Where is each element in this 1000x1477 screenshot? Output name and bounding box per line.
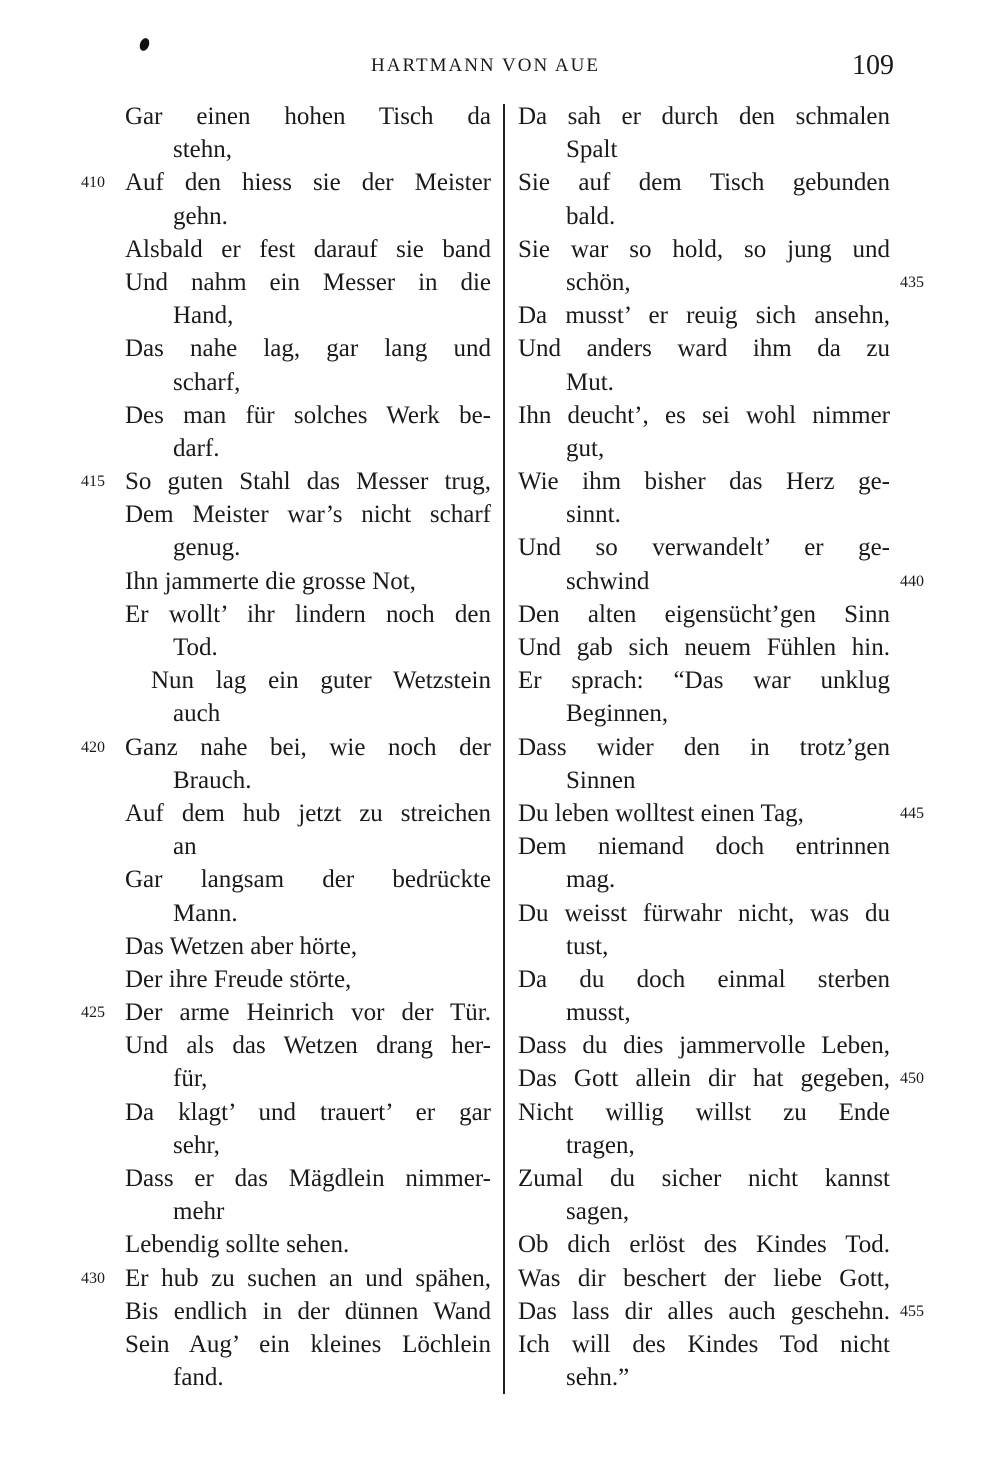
verse-text: tragen, [566,1131,635,1159]
verse-line [125,897,491,930]
verse-text: Und nahm ein Messer in die [125,268,491,296]
verse-line [125,598,491,631]
verse-line [518,963,890,996]
verse-line [518,631,890,664]
verse-line [125,963,491,996]
verse-text: Mut. [566,368,614,396]
verse-line [518,399,890,432]
verse-line [518,1029,890,1062]
verse-text: sagen, [566,1198,630,1226]
verse-text: tust, [566,932,609,960]
column-divider [503,104,505,1394]
verse-line [518,797,924,830]
verse-text: Hand, [173,302,234,330]
verse-line [518,598,890,631]
verse-text: Ihn deucht’, es sei wohl nimmer [518,401,890,429]
verse-line [518,731,890,764]
verse-line [125,1029,491,1062]
verse-line [518,1328,890,1361]
verse-line [125,565,491,598]
line-number: 435 [900,273,924,291]
verse-text: Zumal du sicher nicht kannst [518,1165,890,1192]
verse-text: Ganz nahe bei, wie noch der [125,733,491,761]
verse-text: Das lass dir alles auch geschehn. [518,1297,890,1325]
verse-line [125,664,491,697]
line-number: 430 [81,1269,105,1287]
verse-line [125,863,491,896]
right-column [518,100,924,1394]
verse-text: Dass er das Mägdlein nimmer- [125,1165,491,1192]
verse-text: Alsbald er fest darauf sie band [125,235,491,263]
verse-line [518,697,890,730]
verse-line [518,233,890,266]
verse-text: auch [173,700,221,728]
verse-text: Das nahe lag, gar lang und [125,335,491,363]
verse-line [518,897,890,930]
left-column [81,100,491,1394]
verse-text: mag. [566,866,616,894]
verse-text: sehn.” [566,1364,630,1392]
verse-line [518,664,890,697]
verse-line [518,1361,890,1394]
verse-text: Nun lag ein guter Wetzstein [151,667,491,695]
verse-text: Und gab sich neuem Fühlen hin. [518,634,890,661]
verse-text: darf. [173,434,220,462]
verse-text: Bis endlich in der dünnen Wand [125,1297,491,1325]
verse-line [125,1162,491,1195]
verse-line [125,399,491,432]
verse-text: gehn. [173,202,228,230]
verse-text: an [173,833,197,861]
verse-line [125,930,491,963]
verse-line [518,366,890,399]
verse-text: Brauch. [173,766,252,794]
verse-text: Er sprach: “Das war unklug [518,667,890,695]
verse-text: bald. [566,202,616,230]
verse-text: Tod. [173,634,218,661]
verse-line [81,731,491,764]
verse-text: Der arme Heinrich vor der Tür. [125,999,491,1027]
verse-line [125,1228,491,1261]
verse-text: Dem niemand doch entrinnen [518,833,890,861]
verse-text: sinnt. [566,501,621,529]
verse-line [125,1096,491,1129]
verse-line [518,133,890,166]
verse-text: Wie ihm bisher das Herz ge- [518,468,890,496]
verse-line [518,498,890,531]
verse-text: Dem Meister war’s nicht scharf [125,501,491,529]
verse-text: schön, [566,268,631,296]
verse-text: Gar langsam der bedrückte [125,866,491,894]
verse-line [518,1096,890,1129]
line-number: 425 [81,1004,105,1022]
page-number: 109 [852,50,894,81]
line-number: 455 [900,1302,924,1320]
verse-line [125,764,491,797]
verse-line [81,166,491,199]
verse-line [518,830,890,863]
verse-line [81,996,491,1029]
verse-text: genug. [173,534,241,562]
verse-line [125,498,491,531]
verse-text: Was dir beschert der liebe Gott, [518,1264,890,1292]
verse-text: Da du doch einmal sterben [518,965,890,993]
verse-text: Auf den hiess sie der Meister [125,169,491,197]
verse-text: Beginnen, [566,700,669,728]
verse-line [125,1328,491,1361]
verse-line [518,1162,890,1195]
line-number: 420 [81,738,105,756]
verse-line [518,200,890,233]
verse-text: gut, [566,434,605,462]
verse-text: Er hub zu suchen an und spähen, [125,1264,491,1292]
verse-line [518,299,890,332]
verse-line [125,100,491,133]
verse-line [125,366,491,399]
verse-text: Gar einen hohen Tisch da [125,103,491,130]
verse-text: Sinnen [566,766,636,794]
verse-text: Das Gott allein dir hat gegeben, [518,1065,890,1093]
running-title: HARTMANN VON AUE [371,55,600,76]
verse-text: Nicht willig willst zu Ende [518,1098,890,1126]
verse-line [125,133,491,166]
verse-line [81,465,491,498]
verse-text: Sie war so hold, so jung und [518,235,890,263]
verse-line [518,1262,890,1295]
verse-text: Das Wetzen aber hörte, [125,932,358,960]
verse-text: Da klagt’ und trauert’ er gar [125,1098,491,1126]
verse-text: Du leben wolltest einen Tag, [518,799,804,827]
verse-text: Du weisst fürwahr nicht, was du [518,899,890,927]
line-number: 415 [81,473,105,491]
verse-line [518,1295,924,1328]
verse-line [125,1062,491,1095]
verse-line [125,830,491,863]
verse-line [125,432,491,465]
verse-text: Der ihre Freude störte, [125,965,352,993]
verse-text: Mann. [173,899,238,927]
verse-text: scharf, [173,368,241,396]
verse-line [125,1129,491,1162]
verse-line [125,531,491,564]
verse-line [125,299,491,332]
verse-line [518,465,890,498]
verse-text: für, [173,1065,208,1093]
verse-text: Ob dich erlöst des Kindes Tod. [518,1231,890,1259]
verse-line [125,332,491,365]
verse-text: Ihn jammerte die grosse Not, [125,567,416,595]
verse-text: Er wollt’ ihr lindern noch den [125,600,491,628]
verse-line [125,697,491,730]
verse-text: Sein Aug’ ein kleines Löchlein [125,1330,491,1358]
verse-line [125,797,491,830]
verse-text: Und als das Wetzen drang her- [125,1032,491,1060]
verse-text: mehr [173,1198,225,1226]
verse-line [518,930,890,963]
verse-line [518,100,890,133]
verse-text: Spalt [566,136,618,164]
verse-line [518,1129,890,1162]
verse-line [518,1195,890,1228]
verse-text: So guten Stahl das Messer trug, [125,468,491,496]
verse-text: Dass du dies jammervolle Leben, [518,1032,890,1060]
verse-text: Des man für solches Werk be- [125,401,491,429]
verse-text: Ich will des Kindes Tod nicht [518,1330,890,1358]
verse-text: Da musst’ er reuig sich ansehn, [518,302,890,330]
verse-text: stehn, [173,136,233,164]
line-number: 445 [900,804,924,822]
verse-line [125,1295,491,1328]
verse-line [125,266,491,299]
verse-text: musst, [566,999,631,1027]
verse-text: Da sah er durch den schmalen [518,103,890,130]
verse-text: Und anders ward ihm da zu [518,335,890,363]
verse-line [125,200,491,233]
verse-line [518,996,890,1029]
verse-text: Auf dem hub jetzt zu streichen [125,799,491,827]
verse-text: Lebendig sollte sehen. [125,1231,350,1259]
verse-line [125,631,491,664]
verse-line [81,1262,491,1295]
verse-line [518,863,890,896]
verse-line [518,531,890,564]
verse-line [518,266,924,299]
verse-text: Dass wider den in trotz’gen [518,733,890,761]
verse-text: schwind [566,567,650,595]
verse-line [518,764,890,797]
verse-line [518,1228,890,1261]
verse-line [518,166,890,199]
verse-line [518,332,890,365]
verse-line [125,1361,491,1394]
line-number: 410 [81,174,105,192]
verse-line [518,565,924,598]
verse-text: Sie auf dem Tisch gebunden [518,169,890,197]
verse-line [125,233,491,266]
verse-text: sehr, [173,1131,220,1159]
verse-line [125,1195,491,1228]
verse-text: Den alten eigensücht’gen Sinn [518,600,890,628]
verse-line [518,432,890,465]
line-number: 450 [900,1070,924,1088]
verse-line [518,1062,924,1095]
verse-text: Und so verwandelt’ er ge- [518,534,890,562]
verse-text: fand. [173,1364,224,1392]
line-number: 440 [900,572,924,590]
ink-dot [138,37,151,52]
